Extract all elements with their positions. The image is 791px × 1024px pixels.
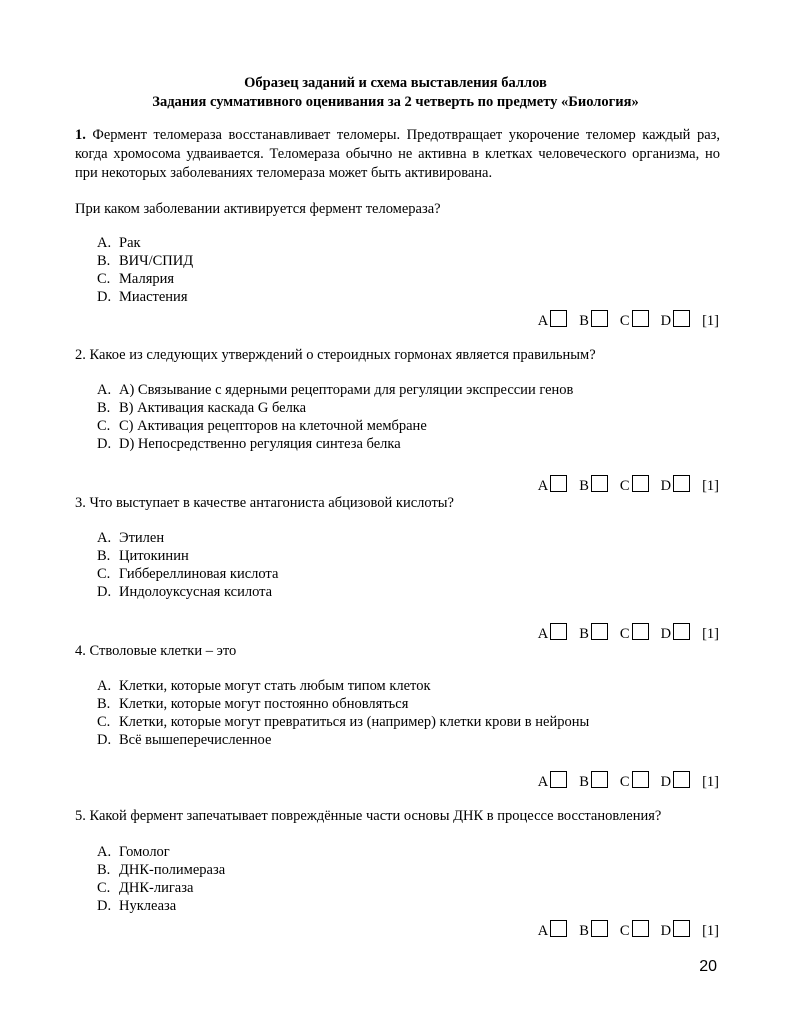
option-text: Цитокинин	[119, 548, 189, 564]
option-letter: D.	[97, 436, 112, 452]
answer-checkbox-d[interactable]	[673, 920, 690, 937]
option-b	[97, 547, 278, 565]
answer-letter: C	[619, 478, 630, 494]
option-letter: C.	[97, 566, 111, 582]
option-d	[97, 897, 225, 915]
answer-checkbox-a[interactable]	[550, 475, 567, 492]
option-text: Миастения	[119, 289, 188, 305]
question-2-prompt: 2. Какое из следующих утверждений о стероидных гормонах является правильным?	[75, 347, 596, 363]
answer-choice	[620, 920, 649, 939]
answer-letter: A	[537, 478, 549, 494]
option-letter: B.	[97, 400, 111, 416]
answer-choice	[579, 771, 608, 790]
answer-letter: A	[537, 923, 549, 939]
option-letter: A.	[97, 530, 112, 546]
option-text: ДНК-полимераза	[119, 862, 226, 878]
answer-letter: D	[660, 774, 672, 790]
question-5-options	[97, 843, 225, 915]
option-text: Клетки, которые могут постоянно обновляться	[119, 696, 409, 712]
option-text: ВИЧ/СПИД	[119, 253, 194, 269]
header-subtitle: Задания суммативного оценивания за 2 четверть по предмету «Биология»	[152, 94, 639, 110]
answer-checkbox-c[interactable]	[632, 920, 649, 937]
option-text: B) Активация каскада G белка	[119, 400, 307, 416]
option-letter: C.	[97, 271, 111, 287]
option-text: Индолоуксусная ксилота	[119, 584, 273, 600]
option-text: Нуклеаза	[119, 898, 177, 914]
option-text: D) Непосредственно регуляция синтеза белка	[119, 436, 401, 452]
answer-choice	[661, 623, 690, 642]
option-c	[97, 417, 573, 435]
option-letter: D.	[97, 732, 112, 748]
answer-row-1	[526, 307, 719, 329]
option-letter: D.	[97, 584, 112, 600]
question-3-options	[97, 529, 278, 601]
option-c	[97, 879, 225, 897]
answer-choice	[538, 771, 567, 790]
answer-choice	[579, 623, 608, 642]
option-a	[97, 843, 225, 861]
option-text: A) Связывание с ядерными рецепторами для регуляции экспрессии генов	[119, 382, 574, 398]
answer-checkbox-b[interactable]	[591, 475, 608, 492]
answer-checkbox-b[interactable]	[591, 771, 608, 788]
answer-checkbox-a[interactable]	[550, 623, 567, 640]
answer-checkbox-c[interactable]	[632, 310, 649, 327]
option-letter: B.	[97, 548, 111, 564]
question-1-text: Фермент теломераза восстанавливает теломеры. Предотвращает укорочение теломер каждый раз, когда хромосома удваивается. Теломераза обычно не активна в клетках человеческого организма, но при некоторых заболеваниях теломераза может быть активирована.	[75, 127, 720, 181]
question-1-intro	[75, 126, 720, 183]
answer-checkbox-b[interactable]	[591, 623, 608, 640]
option-a	[97, 381, 573, 399]
option-d	[97, 288, 193, 306]
option-letter: C.	[97, 880, 111, 896]
answer-letter: A	[537, 774, 549, 790]
answer-letter: D	[660, 626, 672, 642]
answer-choice	[661, 475, 690, 494]
page-header	[0, 74, 791, 112]
option-text: Всё вышеперечисленное	[119, 732, 272, 748]
answer-row-4	[526, 768, 719, 790]
page-number: 20	[699, 958, 717, 975]
option-b	[97, 399, 573, 417]
score-mark: [1]	[702, 774, 719, 790]
answer-letter: D	[660, 923, 672, 939]
score-mark: [1]	[702, 313, 719, 329]
question-4-prompt: 4. Стволовые клетки – это	[75, 643, 237, 659]
option-text: Гомолог	[119, 844, 170, 860]
answer-letter: B	[579, 313, 589, 329]
answer-row-5	[526, 917, 719, 939]
option-text: C) Активация рецепторов на клеточной мембране	[119, 418, 427, 434]
score-mark: [1]	[702, 923, 719, 939]
answer-letter: D	[660, 478, 672, 494]
answer-choice	[538, 920, 567, 939]
option-letter: A.	[97, 678, 112, 694]
answer-choice	[538, 475, 567, 494]
score-mark: [1]	[702, 626, 719, 642]
option-b	[97, 861, 225, 879]
score-mark: [1]	[702, 478, 719, 494]
answer-checkbox-b[interactable]	[591, 310, 608, 327]
option-a	[97, 677, 589, 695]
option-letter: D.	[97, 289, 112, 305]
header-title: Образец заданий и схема выставления баллов	[244, 75, 547, 91]
answer-letter: C	[619, 313, 630, 329]
answer-checkbox-c[interactable]	[632, 475, 649, 492]
answer-row-3	[526, 620, 719, 642]
option-text: Клетки, которые могут превратиться из (например) клетки крови в нейроны	[119, 714, 590, 730]
answer-choice	[661, 771, 690, 790]
answer-letter: A	[537, 626, 549, 642]
question-4-options	[97, 677, 589, 749]
option-d	[97, 435, 573, 453]
answer-letter: B	[579, 923, 589, 939]
option-letter: A.	[97, 844, 112, 860]
answer-letter: B	[579, 478, 589, 494]
answer-checkbox-c[interactable]	[632, 771, 649, 788]
option-letter: A.	[97, 382, 112, 398]
option-letter: B.	[97, 696, 111, 712]
answer-letter: A	[537, 313, 549, 329]
option-text: Рак	[119, 235, 141, 251]
answer-choice	[661, 310, 690, 329]
question-1-prompt: При каком заболевании активируется фермент теломераза?	[75, 201, 441, 217]
option-text: Малярия	[119, 271, 175, 287]
option-letter: B.	[97, 253, 111, 269]
option-b	[97, 695, 589, 713]
answer-choice	[661, 920, 690, 939]
question-2-options	[97, 381, 573, 453]
answer-letter: B	[579, 626, 589, 642]
answer-checkbox-d[interactable]	[673, 623, 690, 640]
answer-letter: C	[619, 923, 630, 939]
answer-letter: C	[619, 774, 630, 790]
answer-checkbox-d[interactable]	[673, 475, 690, 492]
option-a	[97, 529, 278, 547]
option-a	[97, 234, 193, 252]
answer-choice	[620, 310, 649, 329]
answer-checkbox-a[interactable]	[550, 771, 567, 788]
answer-checkbox-b[interactable]	[591, 920, 608, 937]
question-3-prompt: 3. Что выступает в качестве антагониста абцизовой кислоты?	[75, 495, 454, 511]
option-letter: B.	[97, 862, 111, 878]
option-c	[97, 713, 589, 731]
answer-choice	[579, 475, 608, 494]
option-text: Клетки, которые могут стать любым типом клеток	[119, 678, 431, 694]
option-letter: A.	[97, 235, 112, 251]
answer-checkbox-c[interactable]	[632, 623, 649, 640]
answer-letter: D	[660, 313, 672, 329]
answer-choice	[579, 920, 608, 939]
option-text: Гиббереллиновая кислота	[119, 566, 279, 582]
option-letter: C.	[97, 714, 111, 730]
option-d	[97, 583, 278, 601]
answer-choice	[538, 310, 567, 329]
option-text: ДНК-лигаза	[119, 880, 194, 896]
answer-letter: B	[579, 774, 589, 790]
answer-choice	[579, 310, 608, 329]
answer-checkbox-d[interactable]	[673, 771, 690, 788]
option-c	[97, 565, 278, 583]
option-text: Этилен	[119, 530, 165, 546]
option-c	[97, 270, 193, 288]
option-b	[97, 252, 193, 270]
answer-choice	[620, 771, 649, 790]
answer-choice	[538, 623, 567, 642]
answer-checkbox-a[interactable]	[550, 920, 567, 937]
answer-choice	[620, 623, 649, 642]
question-1-options	[97, 234, 193, 306]
question-5-prompt: 5. Какой фермент запечатывает повреждённые части основы ДНК в процессе восстановления?	[75, 808, 662, 824]
question-1-number: 1.	[75, 127, 86, 143]
answer-choice	[620, 475, 649, 494]
answer-letter: C	[619, 626, 630, 642]
answer-checkbox-a[interactable]	[550, 310, 567, 327]
option-letter: D.	[97, 898, 112, 914]
answer-row-2	[526, 472, 719, 494]
option-letter: C.	[97, 418, 111, 434]
answer-checkbox-d[interactable]	[673, 310, 690, 327]
option-d	[97, 731, 589, 749]
